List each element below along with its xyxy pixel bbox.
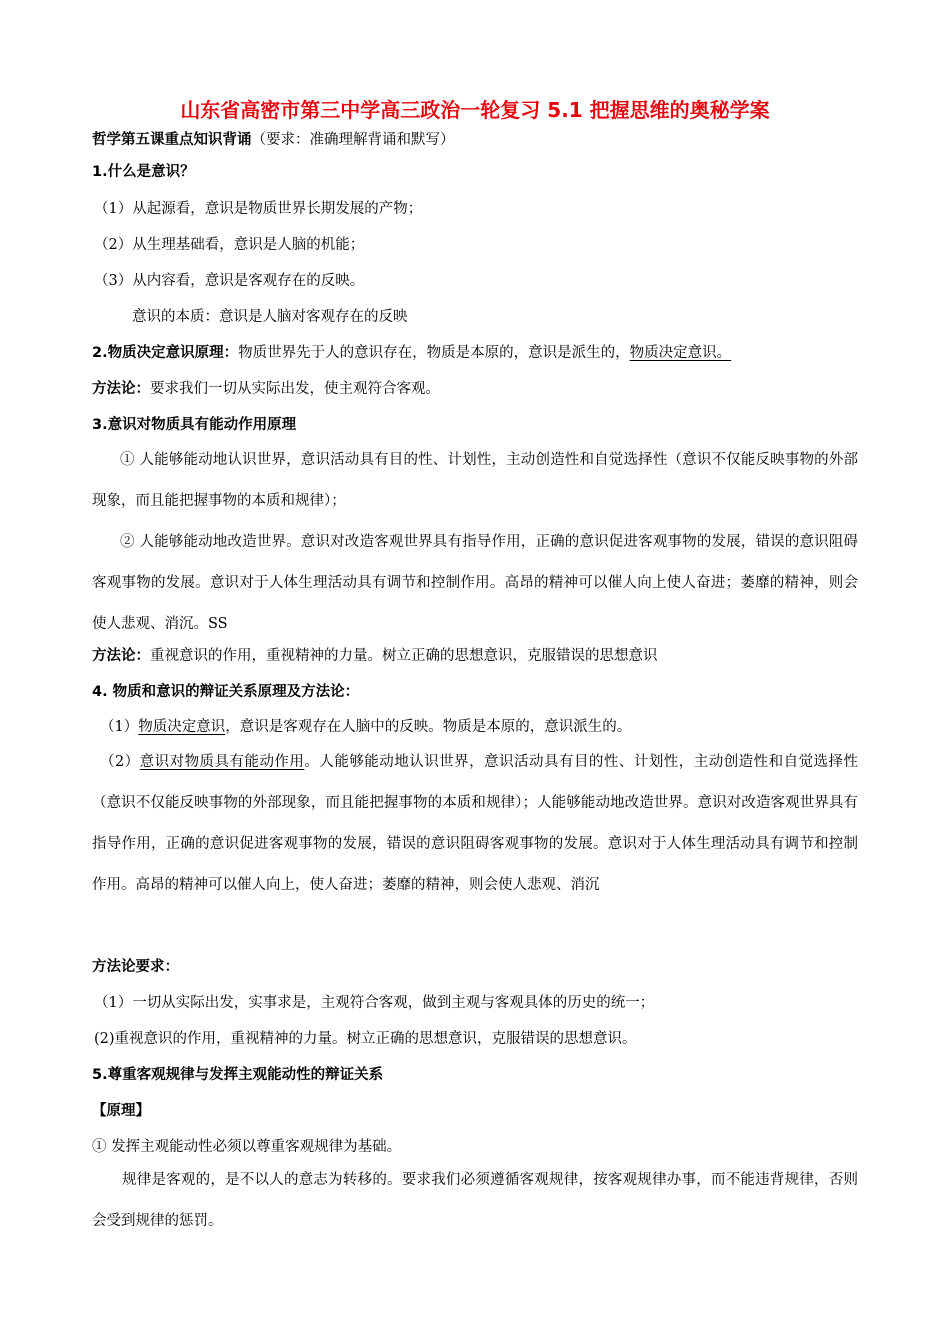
section-3-method-text: 重视意识的作用，重视精神的力量。树立正确的思想意识，克服错误的思想意识 [150, 648, 658, 664]
section-1-essence: 意识的本质：意识是人脑对客观存在的反映 [132, 309, 408, 325]
section-4-item-1-text: ，意识是客观存在人脑中的反映。物质是本原的，意识派生的。 [225, 719, 632, 735]
section-5-paragraph-1: ① 发挥主观能动性必须以尊重客观规律为基础。 [92, 1139, 402, 1155]
section-5-principle-label: 【原理】 [92, 1103, 150, 1119]
section-1-item-2: （2）从生理基础看，意识是人脑的机能； [94, 237, 365, 253]
section-4-method-1: （1）一切从实际出发，实事求是，主观符合客观，做到主观与客观具体的历史的统一； [94, 995, 655, 1011]
section-4-item-1-prefix: （1） [100, 719, 139, 735]
section-2-method-text: 要求我们一切从实际出发，使主观符合客观。 [150, 381, 440, 397]
section-2-principle [92, 343, 858, 363]
page-title: 山东省高密市第三中学高三政治一轮复习 5.1 把握思维的奥秘学案 [180, 98, 770, 122]
intro-note: （要求：准确理解背诵和默写） [251, 132, 455, 148]
section-5-heading: 5.尊重客观规律与发挥主观能动性的辩证关系 [92, 1067, 384, 1083]
section-4-item-1-underlined: 物质决定意识 [138, 719, 226, 735]
section-3-method [92, 646, 858, 666]
section-4-item-2 [92, 742, 858, 906]
section-4-method-2: (2)重视意识的作用，重视精神的力量。树立正确的思想意识，克服错误的思想意识。 [94, 1031, 637, 1047]
section-3-method-label: 方法论： [92, 648, 150, 664]
section-4-item-2-prefix: （2） [100, 754, 140, 770]
section-2-method [92, 379, 858, 399]
section-2-underlined: 物质决定意识。 [629, 345, 732, 361]
section-5-paragraph-2: 规律是客观的，是不以人的意志为转移的。要求我们必须遵循客观规律，按客观规律办事，而不能违背规律，否则会受到规律的惩罚。 [92, 1172, 858, 1229]
section-1-item-3: （3）从内容看，意识是客观存在的反映。 [94, 273, 365, 289]
section-4-method-label: 方法论要求： [92, 959, 179, 975]
section-3-heading: 3.意识对物质具有能动作用原理 [92, 417, 297, 433]
intro-line [92, 130, 858, 150]
intro-heading: 哲学第五课重点知识背诵 [92, 132, 252, 148]
section-2-heading: 2.物质决定意识原理： [92, 345, 239, 361]
section-4-heading: 4. 物质和意识的辩证关系原理及方法论： [92, 684, 360, 700]
section-2-text: 物质世界先于人的意识存在，物质是本原的，意识是派生的， [238, 345, 630, 361]
section-4-item-2-underlined: 意识对物质具有能动作用 [139, 754, 305, 770]
section-4-item-1 [100, 717, 866, 737]
section-3-paragraph-2: ② 人能够能动地改造世界。意识对改造客观世界具有指导作用，正确的意识促进客观事物的发展，错误的意识阻碍客观事物的发展。意识对于人体生理活动具有调节和控制作用。高昂的精神可以催人向上使人奋进；萎靡的精神，则会使人悲观、消沉。SS [92, 534, 858, 632]
section-1-item-1: （1）从起源看，意识是物质世界长期发展的产物； [94, 201, 423, 217]
section-1-heading: 1.什么是意识？ [92, 164, 195, 180]
section-3-paragraph-1: ① 人能够能动地认识世界，意识活动具有目的性、计划性，主动创造性和自觉选择性（意识不仅能反映事物的外部现象，而且能把握事物的本质和规律）； [92, 452, 858, 509]
section-2-method-label: 方法论： [92, 381, 150, 397]
section-4-item-2-text: 。人能够能动地认识世界，意识活动具有目的性、计划性，主动创造性和自觉选择性（意识不仅能反映事物的外部现象，而且能把握事物的本质和规律）；人能够能动地改造世界。意识对改造客观世界具有指导作用，正确的意识促进客观事物的发展，错误的意识阻碍客观事物的发展。意识对于人体生理活动具有调节和控制作用。高昂的精神可以催人向上，使人奋进；萎靡的精神，则会使人悲观、消沉 [92, 754, 858, 893]
